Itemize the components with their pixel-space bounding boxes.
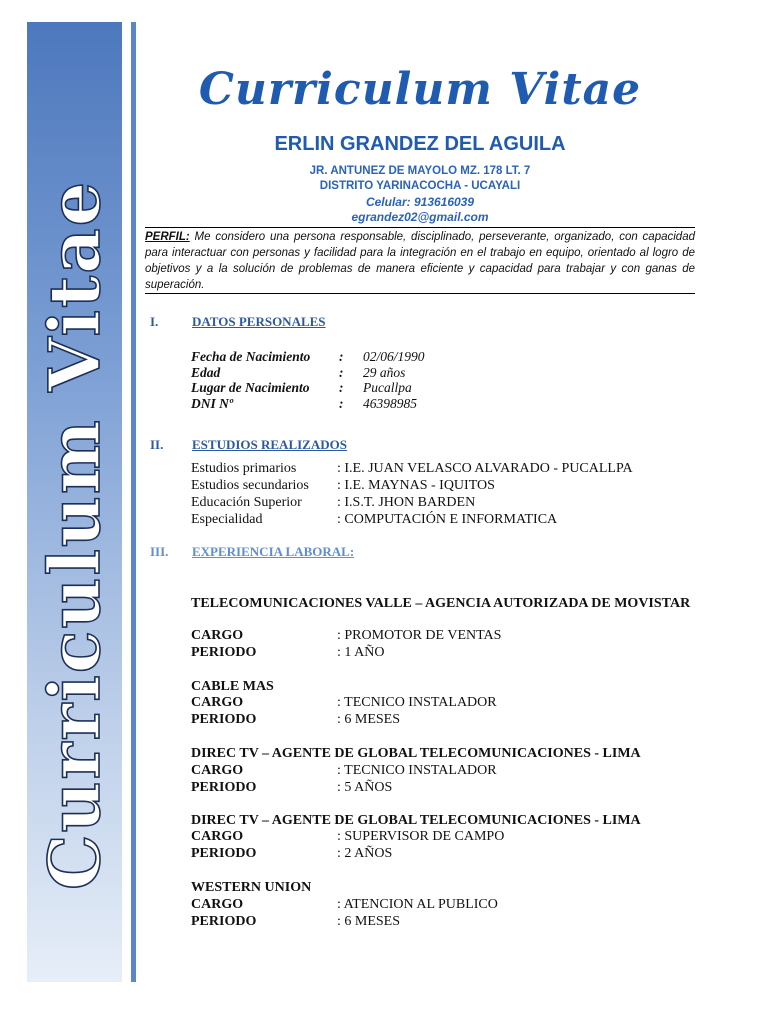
- candidate-name: ERLIN GRANDEZ DEL AGUILA: [274, 133, 566, 155]
- job-cargo-row: [191, 829, 504, 845]
- study-label: Especialidad: [191, 512, 263, 527]
- periodo-value: : 6 MESES: [337, 914, 401, 929]
- section-title: ESTUDIOS REALIZADOS: [192, 437, 347, 452]
- banner-title: Curriculum Vitae: [33, 179, 116, 891]
- study-label: Estudios secundarios: [191, 478, 309, 493]
- personal-row: [191, 396, 417, 412]
- district-line: DISTRITO YARINACOCHA - UCAYALI: [319, 180, 521, 192]
- study-label: Educación Superior: [191, 495, 302, 510]
- periodo-value: : 1 AÑO: [337, 645, 385, 660]
- study-value: : I.S.T. JHON BARDEN: [337, 495, 476, 510]
- cargo-value: : SUPERVISOR DE CAMPO: [337, 829, 505, 844]
- section-experience-heading: [150, 544, 354, 560]
- personal-value: 46398985: [363, 396, 417, 411]
- periodo-label: PERIODO: [191, 645, 257, 660]
- bottom-divider: [145, 293, 695, 294]
- address-line: JR. ANTUNEZ DE MAYOLO MZ. 178 LT. 7: [309, 165, 531, 177]
- study-value: : I.E. MAYNAS - IQUITOS: [337, 478, 495, 493]
- job-cargo-row: [191, 763, 497, 779]
- cargo-value: : PROMOTOR DE VENTAS: [337, 628, 502, 643]
- periodo-value: : 5 AÑOS: [337, 780, 393, 795]
- study-label: Estudios primarios: [191, 461, 297, 476]
- job-company: CABLE MAS: [191, 679, 274, 694]
- study-value: : COMPUTACIÓN E INFORMATICA: [337, 512, 558, 527]
- personal-value: 29 años: [363, 365, 406, 380]
- cargo-label: CARGO: [191, 829, 244, 844]
- job-company: DIREC TV – AGENTE DE GLOBAL TELECOMUNICACIONES - LIMA: [191, 746, 641, 761]
- cargo-label: CARGO: [191, 628, 244, 643]
- section-studies-heading: [150, 437, 347, 453]
- email-line: egrandez02@gmail.com: [351, 210, 489, 224]
- document-title: Curriculum Vitae: [198, 64, 642, 115]
- profile-label: PERFIL:: [145, 231, 190, 243]
- personal-label: DNI Nº: [191, 396, 233, 411]
- study-row: [191, 478, 495, 494]
- personal-row: [191, 349, 425, 365]
- periodo-label: PERIODO: [191, 712, 257, 727]
- profile-paragraph: [145, 229, 695, 293]
- personal-row: [191, 380, 412, 396]
- section-number: I.: [150, 314, 159, 329]
- periodo-label: PERIODO: [191, 780, 257, 795]
- section-personal-heading: [150, 314, 326, 330]
- personal-row: [191, 365, 405, 381]
- job-cargo-row: [191, 628, 501, 644]
- periodo-value: : 2 AÑOS: [337, 846, 393, 861]
- separator: :: [339, 380, 344, 395]
- phone-line: Celular: 913616039: [365, 195, 475, 209]
- periodo-value: : 6 MESES: [337, 712, 401, 727]
- job-cargo-row: [191, 897, 498, 913]
- top-divider: [145, 227, 695, 228]
- personal-value: 02/06/1990: [363, 349, 425, 364]
- personal-label: Fecha de Nacimiento: [191, 349, 311, 364]
- separator: :: [339, 396, 344, 411]
- job-company: DIREC TV – AGENTE DE GLOBAL TELECOMUNICACIONES - LIMA: [191, 813, 641, 828]
- section-number: II.: [150, 437, 164, 452]
- study-value: : I.E. JUAN VELASCO ALVARADO - PUCALLPA: [337, 461, 633, 476]
- job-cargo-row: [191, 695, 497, 711]
- banner-divider: [131, 22, 136, 982]
- periodo-label: PERIODO: [191, 914, 257, 929]
- study-row: [191, 512, 557, 528]
- section-title: DATOS PERSONALES: [192, 314, 326, 329]
- cargo-value: : TECNICO INSTALADOR: [337, 763, 497, 778]
- separator: :: [339, 349, 344, 364]
- periodo-label: PERIODO: [191, 846, 257, 861]
- personal-label: Edad: [191, 365, 221, 380]
- job-company: TELECOMUNICACIONES VALLE – AGENCIA AUTORIZADA DE MOVISTAR: [191, 596, 691, 611]
- section-number: III.: [150, 544, 169, 559]
- cargo-label: CARGO: [191, 695, 244, 710]
- job-periodo-row: [191, 712, 400, 728]
- cargo-label: CARGO: [191, 897, 244, 912]
- study-row: [191, 461, 633, 477]
- separator: :: [339, 365, 344, 380]
- cargo-value: : ATENCION AL PUBLICO: [337, 897, 498, 912]
- section-title: EXPERIENCIA LABORAL:: [192, 544, 355, 559]
- personal-value: Pucallpa: [363, 380, 412, 395]
- cargo-label: CARGO: [191, 763, 244, 778]
- job-periodo-row: [191, 780, 392, 796]
- personal-label: Lugar de Nacimiento: [191, 380, 310, 395]
- profile-text: Me considero una persona responsable, disciplinado, perseverante, organizado, con capacidad para interactuar con personas y facilidad para la integración en el trabajo en equipo, orientado al logro de objetivos y a la solución de problemas de manera eficiente y capacidad para trabajar y con ganas de superación.: [145, 231, 695, 291]
- job-periodo-row: [191, 846, 392, 862]
- job-periodo-row: [191, 645, 384, 661]
- cargo-value: : TECNICO INSTALADOR: [337, 695, 497, 710]
- job-company: WESTERN UNION: [191, 880, 312, 895]
- study-row: [191, 495, 475, 511]
- job-periodo-row: [191, 914, 400, 930]
